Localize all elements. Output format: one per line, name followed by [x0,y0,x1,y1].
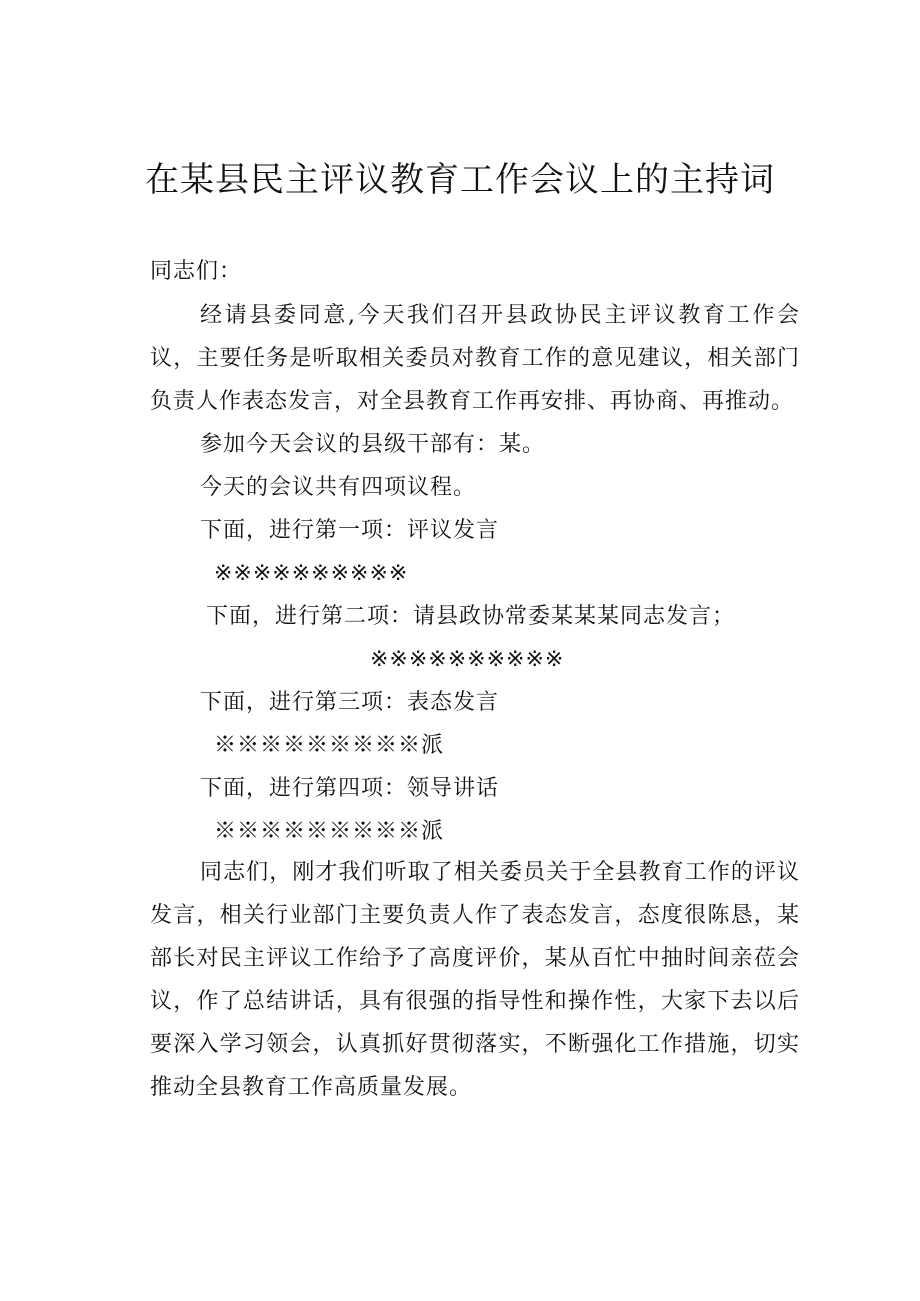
agenda-item-4: 下面，进行第四项：领导讲话 [200,776,500,801]
agenda-item-3-placeholder: ※※※※※※※※※派 [214,733,445,758]
salutation: 同志们： [150,259,243,284]
agenda-item-2: 下面，进行第二项：请县政协常委某某某同志发言； [206,604,736,629]
closing-paragraph: 同志们，刚才我们听取了相关委员关于全县教育工作的评议发言，相关行业部门主要负责人作了表态发言，态度很陈恳，某部长对民主评议工作给予了高度评价，某从百忙中抽时间亲莅会议，作了总结讲话，具有很强的指导性和操作性，大家下去以后要深入学习领会，认真抓好贯彻落实，不断强化工作措施，切实推动全县教育工作高质量发展。 [150,860,800,1100]
agenda-item-1: 下面，进行第一项：评议发言 [200,518,500,543]
agenda-item-1-placeholder: ※※※※※※※※※※ [214,561,409,586]
agenda-item-4-placeholder: ※※※※※※※※※派 [214,819,445,844]
attendees-line: 参加今天会议的县级干部有：某。 [200,432,546,457]
opening-paragraph: 经请县委同意,今天我们召开县政协民主评议教育工作会议，主要任务是听取相关委员对教育工作的意见建议，相关部门负责人作表态发言，对全县教育工作再安排、再协商、再推动。 [150,303,800,414]
agenda-item-2-placeholder: ※※※※※※※※※※ [370,647,565,672]
document-title: 在某县民主评议教育工作会议上的主持词 [145,160,775,200]
agenda-intro: 今天的会议共有四项议程。 [200,475,477,500]
agenda-item-3: 下面，进行第三项：表态发言 [200,690,500,715]
